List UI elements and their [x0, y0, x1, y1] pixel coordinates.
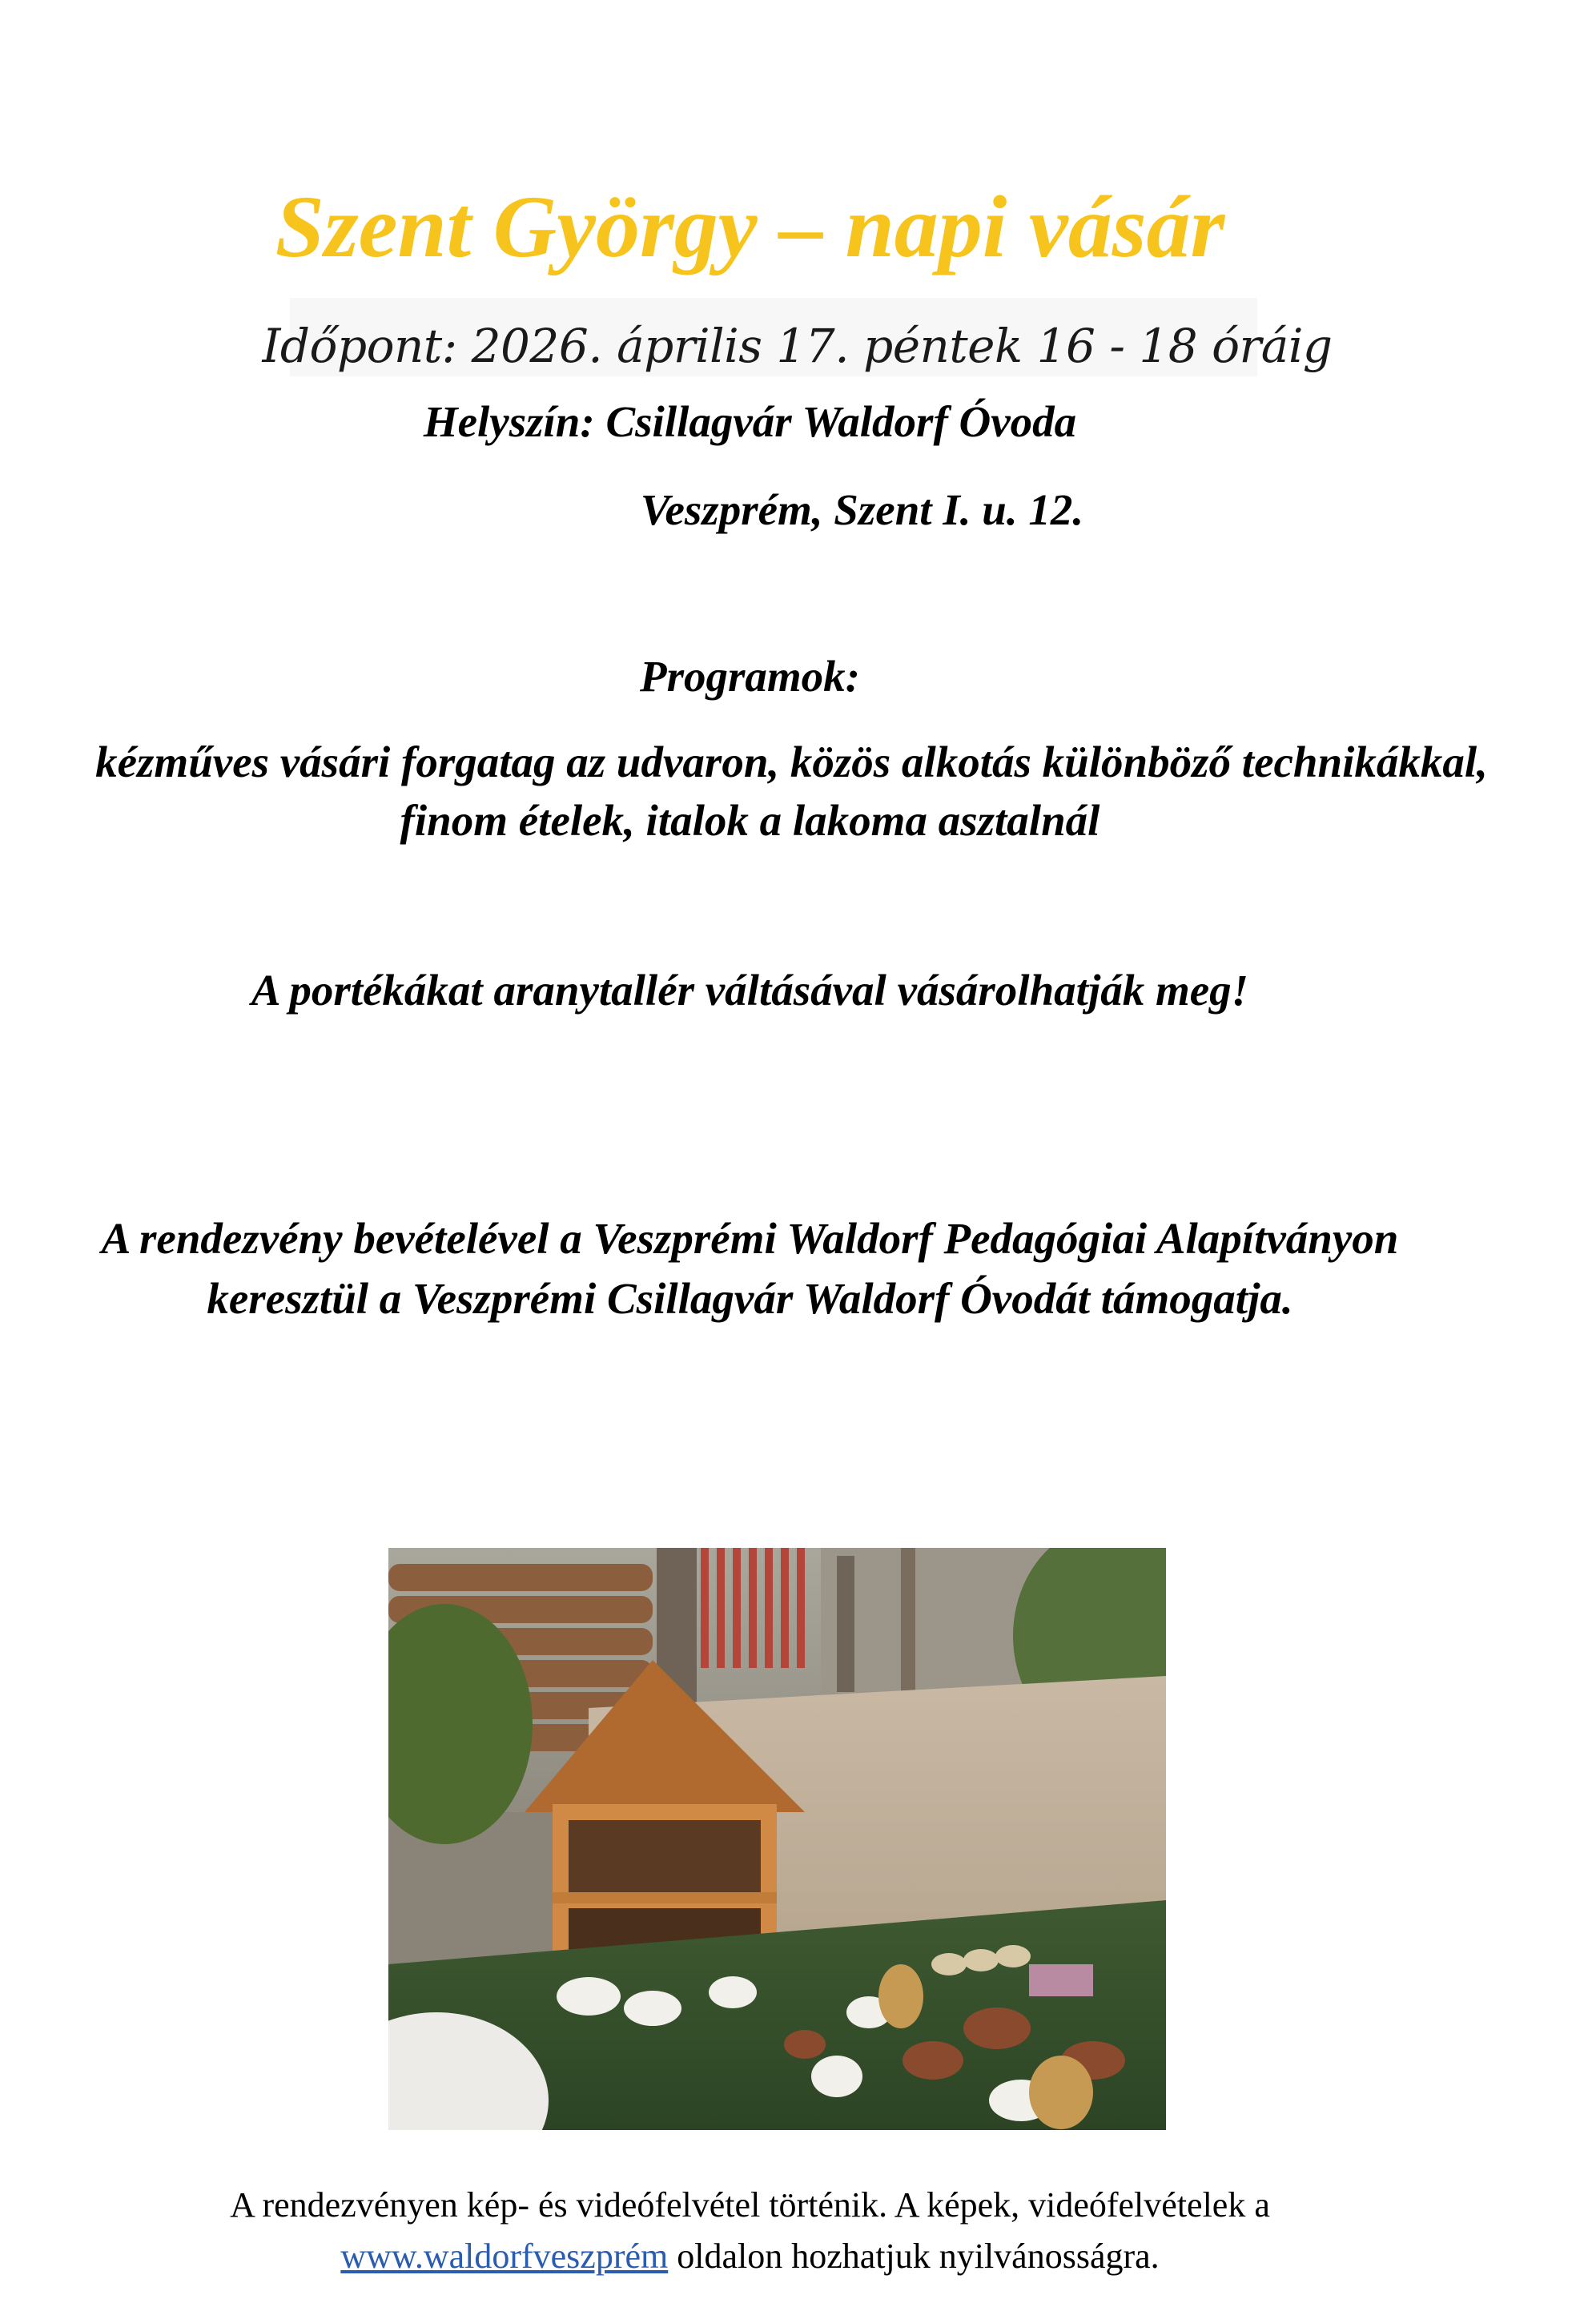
- event-address: Veszprém, Szent I. u. 12.: [640, 485, 1084, 534]
- programs-heading: Programok:: [640, 652, 860, 701]
- event-title: Szent György – napi vásár: [275, 178, 1225, 275]
- support-line-1: A rendezvény bevételével a Veszprémi Waldorf Pedagógiai Alapítványon: [101, 1214, 1399, 1263]
- event-date: Időpont: 2026. április 17. péntek 16 - 18 óráig: [262, 319, 1333, 373]
- notice-line-1: A rendezvényen kép- és videófelvétel történik. A képek, videófelvételek a: [230, 2185, 1270, 2225]
- market-photo: [388, 1548, 1166, 2130]
- programs-line-2: finom ételek, italok a lakoma asztalnál: [400, 796, 1100, 845]
- notice-line-2: [0, 2236, 1548, 2277]
- programs-line-1: kézműves vásári forgatag az udvaron, közös alkotás különböző technikákkal,: [95, 738, 1488, 786]
- website-link[interactable]: www.waldorfveszprém: [340, 2237, 669, 2276]
- payment-note: A portékákat aranytallér váltásával vásárolhatják meg!: [251, 966, 1249, 1015]
- support-line-2: keresztül a Veszprémi Csillagvár Waldorf Óvodát támogatja.: [207, 1274, 1293, 1323]
- event-location: Helyszín: Csillagvár Waldorf Óvoda: [423, 397, 1077, 446]
- notice-line-2-text: oldalon hozhatjuk nyilvánosságra.: [668, 2237, 1160, 2276]
